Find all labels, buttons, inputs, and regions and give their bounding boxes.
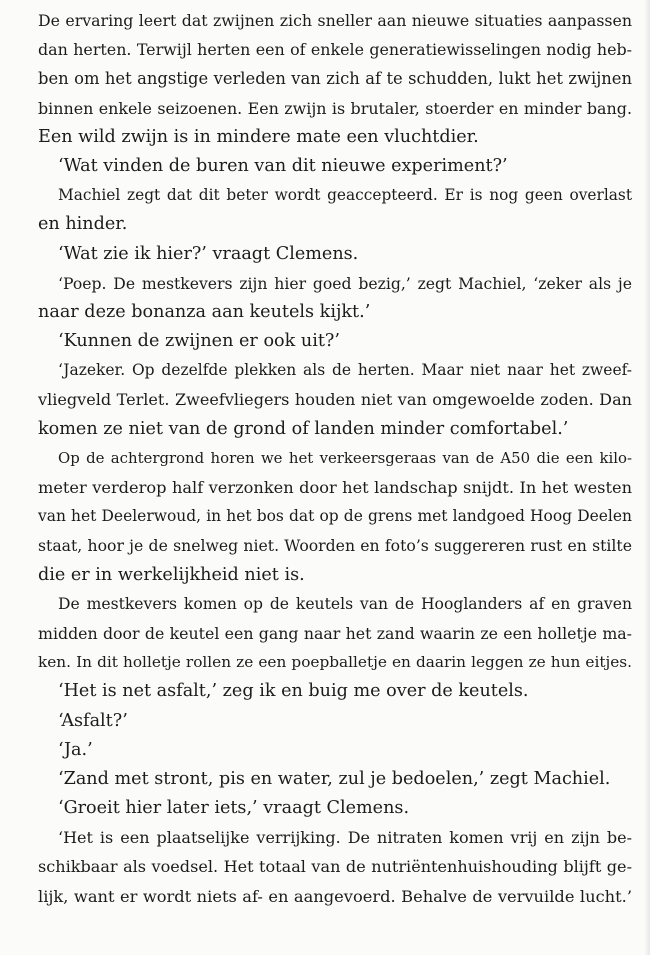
text-line: De ervaring leert dat zwijnen zich sneller aan nieuwe situaties aanpassen (38, 11, 632, 30)
text-line: van het Deelerwoud, in het bos dat op de grens met landgoed Hoog Deelen (38, 507, 632, 526)
text-line: meter verderop half verzonken door het landschap snijdt. In het westen (38, 478, 632, 497)
text-line: ‘Wat vinden de buren van dit nieuwe experiment?’ (58, 155, 508, 176)
text-line: vliegveld Terlet. Zweefvliegers houden niet van omgewoelde zoden. Dan (38, 390, 632, 410)
text-line: staat, hoor je de snelweg niet. Woorden en foto’s suggereren rust en stilte (38, 536, 632, 556)
text-line: ‘Jazeker. Op dezelfde plekken als de herten. Maar niet naar het zweef- (58, 361, 632, 380)
text-line: Op de achtergrond horen we het verkeersgeraas van de A50 die een kilo- (58, 448, 632, 467)
text-line: ‘Poep. De mestkevers zijn hier goed bezig,’ zegt Machiel, ‘zeker als je (58, 273, 632, 293)
text-line: ‘Groeit hier later iets,’ vraagt Clemens. (58, 798, 410, 819)
text-line: ‘Het is net asfalt,’ zeg ik en buig me over de keutels. (58, 681, 529, 702)
page-edge-shadow (644, 0, 650, 955)
text-line: ‘Zand met stront, pis en water, zul je bedoelen,’ zegt Machiel. (58, 768, 611, 789)
text-line: Machiel zegt dat dit beter wordt geaccepteerd. Er is nog geen overlast (58, 186, 632, 205)
text-line: en hinder. (38, 214, 128, 235)
body-text (38, 6, 632, 911)
text-line: ben om het angstige verleden van zich af te schudden, lukt het zwijnen (38, 69, 632, 89)
text-line: die er in werkelijkheid niet is. (38, 564, 305, 585)
text-line: binnen enkele seizoenen. Een zwijn is brutaler, stoerder en minder bang. (38, 98, 632, 118)
text-line: naar deze bonanza aan keutels kijkt.’ (38, 301, 371, 322)
text-line: ‘Asfalt?’ (58, 710, 128, 731)
text-line: ken. In dit holletje rollen ze een poepballetje en daarin leggen ze hun eitjes. (38, 653, 632, 672)
text-line: dan herten. Terwijl herten een of enkele generatiewisselingen nodig heb- (38, 40, 632, 60)
text-line: schikbaar als voedsel. Het totaal van de nutriëntenhuishouding blijft ge- (38, 857, 632, 877)
text-line: ‘Het is een plaatselijke verrijking. De nitraten komen vrij en zijn be- (58, 828, 632, 848)
text-line: ‘Ja.’ (58, 739, 93, 760)
text-line: komen ze niet van de grond of landen minder comfortabel.’ (38, 418, 569, 439)
text-line: ‘Kunnen de zwijnen er ook uit?’ (58, 331, 340, 352)
text-line: ‘Wat zie ik hier?’ vraagt Clemens. (58, 243, 359, 264)
text-line: Een wild zwijn is in mindere mate een vluchtdier. (38, 126, 479, 147)
text-line: lijk, want er wordt niets af- en aangevoerd. Behalve de vervuilde lucht.’ (38, 886, 632, 906)
text-line: midden door de keutel een gang naar het zand waarin ze een holletje ma- (38, 623, 632, 643)
text-line: De mestkevers komen op de keutels van de Hooglanders af en graven (58, 594, 632, 613)
